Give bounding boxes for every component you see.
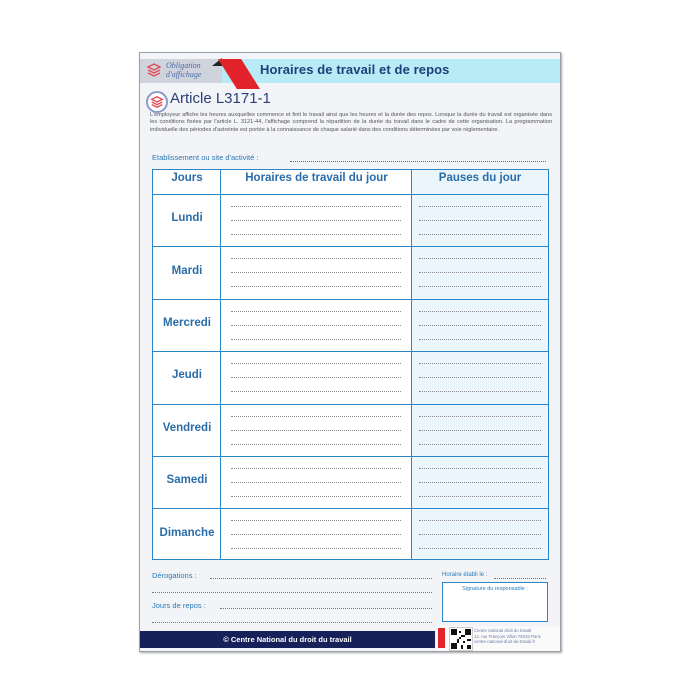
derogations-field-line-2[interactable] [152,592,432,593]
day-label: Lundi [171,212,203,225]
row-divider [153,404,548,405]
qr-module [461,635,465,637]
etablissement-label: Etablissement ou site d'activité : [152,153,259,162]
qr-module [461,645,463,649]
poster-document [139,52,561,652]
horaire-etabli-field[interactable] [494,578,546,579]
pauses-entry-line[interactable] [419,430,541,431]
publisher-website[interactable]: centre-national-droit-du-travail.fr [474,639,536,645]
pauses-entry-line[interactable] [419,416,541,417]
pauses-entry-line[interactable] [419,220,541,221]
column-divider [411,170,412,559]
row-divider [153,508,548,509]
pauses-entry-line[interactable] [419,363,541,364]
article-title: Article L3171-1 [170,90,271,107]
horaires-entry-line[interactable] [231,272,401,273]
pauses-entry-line[interactable] [419,520,541,521]
qr-code-icon [449,627,473,651]
pauses-entry-line[interactable] [419,339,541,340]
day-label: Mercredi [163,317,211,329]
signature-label: Signature du responsable : [462,586,528,592]
etablissement-field[interactable] [290,161,546,162]
pauses-entry-line[interactable] [419,496,541,497]
horaires-entry-line[interactable] [231,311,401,312]
footer-bar [140,631,435,648]
pauses-entry-line[interactable] [419,234,541,235]
pauses-entry-line[interactable] [419,311,541,312]
horaires-entry-line[interactable] [231,548,401,549]
pauses-entry-line[interactable] [419,206,541,207]
copyright-text: © Centre National du droit du travail [223,635,352,644]
header-horaires: Horaires de travail du jour [245,172,388,184]
horaires-entry-line[interactable] [231,377,401,378]
stack-icon [145,62,163,80]
horaires-entry-line[interactable] [231,444,401,445]
pauses-entry-line[interactable] [419,468,541,469]
derogations-label: Dérogations : [152,571,197,580]
row-divider [153,246,548,247]
title-banner [140,59,560,83]
qr-module [459,637,461,639]
horaires-entry-line[interactable] [231,468,401,469]
pauses-entry-line[interactable] [419,325,541,326]
pauses-column-background [412,170,548,559]
horaires-entry-line[interactable] [231,496,401,497]
qr-module [451,629,457,635]
pauses-entry-line[interactable] [419,444,541,445]
header-pauses: Pauses du jour [438,172,522,184]
horaire-etabli-label: Horaire établi le : [442,572,488,578]
pauses-entry-line[interactable] [419,272,541,273]
repos-field-line-2[interactable] [152,622,432,623]
pauses-entry-line[interactable] [419,482,541,483]
qr-module [457,639,459,643]
horaires-entry-line[interactable] [231,534,401,535]
qr-module [459,631,461,633]
qr-module [465,629,471,635]
pauses-entry-line[interactable] [419,534,541,535]
obligation-badge [140,59,222,83]
horaires-entry-line[interactable] [231,520,401,521]
red-ribbon [218,59,260,89]
horaires-entry-line[interactable] [231,391,401,392]
publisher-name: Centre national droit du travail [474,628,532,633]
pauses-entry-line[interactable] [419,548,541,549]
horaires-entry-line[interactable] [231,206,401,207]
repos-label: Jours de repos : [152,601,206,610]
horaires-entry-line[interactable] [231,325,401,326]
horaires-entry-line[interactable] [231,363,401,364]
page-title: Horaires de travail et de repos [260,62,450,77]
red-mark [438,628,445,648]
derogations-field[interactable] [210,578,432,579]
qr-module [467,645,471,649]
qr-module [463,641,465,643]
horaires-entry-line[interactable] [231,220,401,221]
day-label: Mardi [171,264,203,277]
horaires-entry-line[interactable] [231,286,401,287]
pauses-entry-line[interactable] [419,258,541,259]
header-jours: Jours [171,172,203,184]
horaires-entry-line[interactable] [231,416,401,417]
qr-module [451,643,457,649]
row-divider [153,456,548,457]
publisher-text [474,628,560,645]
publisher-address: 12, rue François Villon 75015 Paris [474,633,541,639]
badge-text: Obligation d'affichage [166,61,202,79]
column-divider [220,170,221,559]
horaires-entry-line[interactable] [231,258,401,259]
publisher-info [437,626,560,651]
day-label: Samedi [166,474,208,487]
row-divider [153,299,548,300]
day-label: Dimanche [159,526,215,539]
pauses-entry-line[interactable] [419,286,541,287]
horaires-entry-line[interactable] [231,430,401,431]
row-divider [153,351,548,352]
schedule-table [152,169,549,560]
horaires-entry-line[interactable] [231,482,401,483]
stack-circle-icon [146,91,168,113]
article-text: L'employeur affiche les heures auxquelles commence et finit le travail ainsi que les heures et la durée des repos. Lorsque la durée du travail est organisée dans les conditions fixées par l'article L. 3121-44, l'affichage comprend la répartition de la durée du travail dans le cadre de cette organisation. La programmation individuelle des périodes d'astreinte est portée à la connaissance de chaque salarié dans des conditions déterminées par voie réglementaire. [150,112,552,133]
row-divider [153,194,548,195]
qr-module [467,639,471,641]
horaires-entry-line[interactable] [231,234,401,235]
repos-field[interactable] [220,608,432,609]
signature-box[interactable] [442,582,548,622]
pauses-entry-line[interactable] [419,391,541,392]
day-label: Jeudi [171,369,203,382]
day-label: Vendredi [162,421,212,434]
pauses-entry-line[interactable] [419,377,541,378]
horaires-entry-line[interactable] [231,339,401,340]
